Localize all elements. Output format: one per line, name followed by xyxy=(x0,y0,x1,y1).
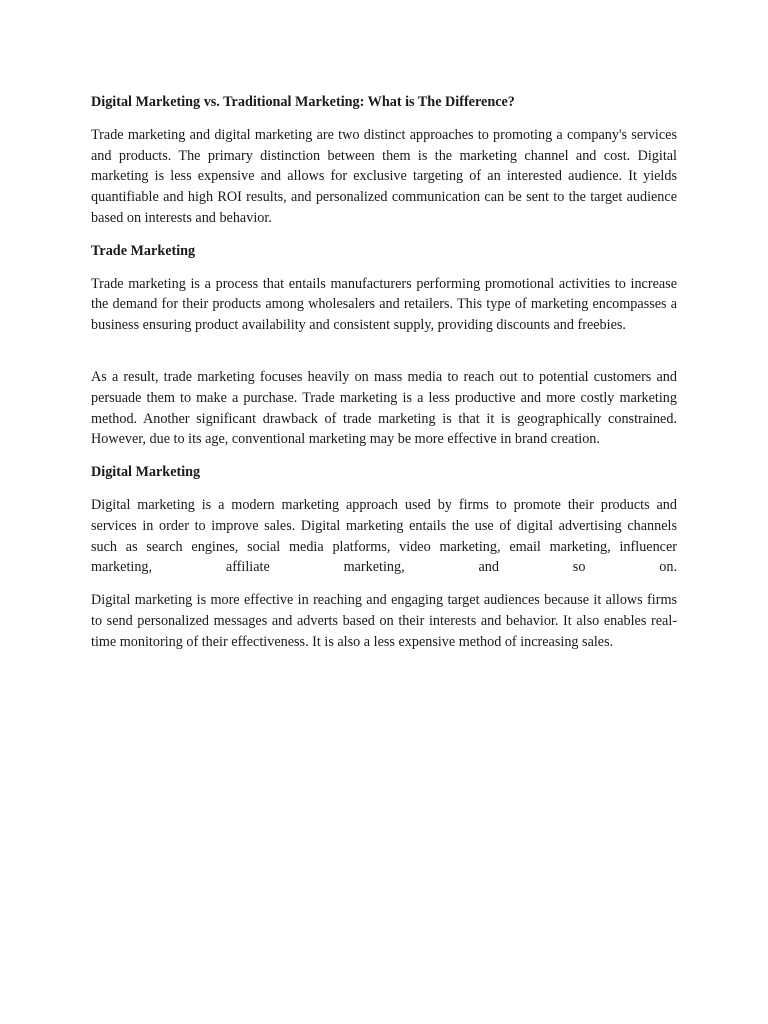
document-page xyxy=(91,92,677,653)
digital-marketing-paragraph-2: Digital marketing is more effective in reaching and engaging target audiences because it allows firms to send personalized messages and adverts based on their interests and behavior. It also enables real-time monitoring of their effectiveness. It is also a less expensive method of increasing sales. xyxy=(91,592,677,650)
trade-marketing-paragraph-2: As a result, trade marketing focuses heavily on mass media to reach out to potential customers and persuade them to make a purchase. Trade marketing is a less productive and more costly marketing method. Another significant drawback of trade marketing is that it is geographically constrained. However, due to its age, conventional marketing may be more effective in brand creation. xyxy=(91,368,677,448)
section-heading-digital-marketing: Digital Marketing xyxy=(91,464,201,481)
digital-marketing-paragraph-1: Digital marketing is a modern marketing approach used by firms to promote their products and services in order to improve sales. Digital marketing entails the use of digital advertising channels such as search engines, social media platforms, video marketing, email marketing, influencer marketing, affiliate marketing, and so on. xyxy=(91,496,677,576)
trade-marketing-paragraph-1: Trade marketing is a process that entails manufacturers performing promotional activities to increase the demand for their products among wholesalers and retailers. This type of marketing encompasses a business ensuring product availability and consistent supply, providing discounts and freebies. xyxy=(91,275,677,334)
section-heading-trade-marketing: Trade Marketing xyxy=(91,242,196,259)
intro-paragraph: Trade marketing and digital marketing are two distinct approaches to promoting a company's services and products. The primary distinction between them is the marketing channel and cost. Digital marketing is less expensive and allows for exclusive targeting of an interested audience. It yields quantifiable and high ROI results, and personalized communication can be sent to the target audience based on interests and behavior. xyxy=(91,126,677,226)
document-title: Digital Marketing vs. Traditional Marketing: What is The Difference? xyxy=(91,94,515,110)
